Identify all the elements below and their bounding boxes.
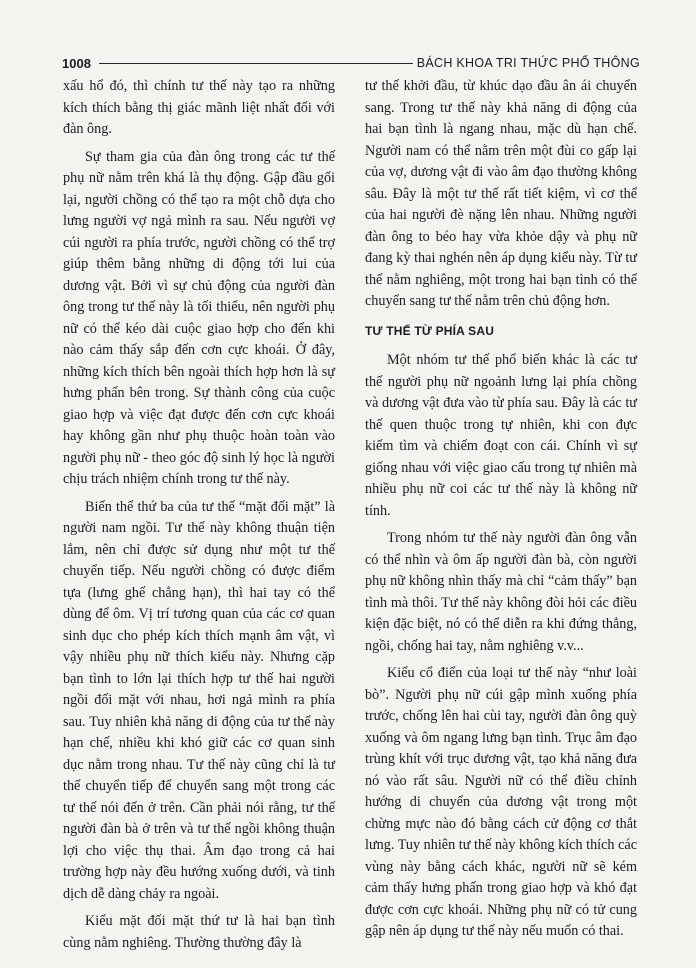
page-header [62,52,640,74]
paragraph: Kiểu mặt đối mặt thứ tư là hai bạn tình cùng nằm nghiêng. Thường thường đây là [63,913,335,951]
paragraph: Sự tham gia của đàn ông trong các tư thế phụ nữ nằm trên khá là thụ động. Gập đầu gối lại, người chồng có thể tạo ra một chỗ dựa cho lưng người vợ ngả mình ra sau. Nếu người vợ cúi người ra phía trước, người chồng có thể trợ giúp thêm bằng những di động tới lui của dương vật. Bởi vì sự chủ động của người đàn ông trong tư thế này là tối thiểu, nên người phụ nữ có thể kéo dài cuộc giao hợp cho đến khi nào cảm thấy sắp đến cơn cực khoái. Ở đây, những kích thích bên ngoài thích hợp hơn là sự hưng phấn bên trong. Sự thành công của cuộc giao hợp và việc đạt được đến cơn cực khoái hay không gần như phụ thuộc hoàn toàn vào người phụ nữ - theo góc độ sinh lý học là người chịu trách nhiệm chính trong tư thế này. [63,148,335,487]
right-column [365,76,637,949]
paragraph: Một nhóm tư thế phổ biến khác là các tư thế người phụ nữ ngoảnh lưng lại phía chồng và dương vật đưa vào từ phía sau. Đây là các tư thế quen thuộc trong tự nhiên, khi con đực kiếm tìm và chiếm đoạt con cái. Chính vì sự giống nhau với việc giao cấu trong tự nhiên mà nhiều phụ nữ coi các tư thế này là không nữ tính. [365,352,637,519]
paragraph: Biến thể thứ ba của tư thế “mặt đối mặt” là người nam ngồi. Tư thế này không thuận tiện lắm, nên chỉ được sử dụng như một tư thế chuyển tiếp. Nếu người chồng có được điểm tựa (lưng ghế chẳng hạn), thì hai tay có thể dùng để ôm. Vị trí tương quan của các cơ quan sinh dục cho phép kích thích mạnh âm vật, vì vậy nhiều phụ nữ thích kiểu này. Nhưng cặp bạn tình to lớn lại thích hợp tư thế hai người ngồi đối mặt với nhau, hơi ngả mình ra phía sau. Tuy nhiên khả năng di động của tư thế này hạn chế, nhiều khi khó giữ các cơ quan sinh dục nằm trong nhau. Tư thế này cũng chỉ là tư thế chuyển tiếp để chuyển sang một trong các tư thế nói đến ở trên. Cần phải nói rằng, tư thế người đàn bà ở trên và tư thế ngồi không thuận lợi cho việc thụ thai. Âm đạo trong cả hai trường hợp này đều hướng xuống dưới, và tinh dịch dễ dàng chảy ra ngoài. [63,498,335,902]
paragraph: Kiểu cổ điển của loại tư thế này “như loài bò”. Người phụ nữ cúi gập mình xuống phía trước, chống lên hai cùi tay, người đàn ông quỳ xuống và ôm ngang lưng bạn tình. Trục âm đạo trùng khít với trục dương vật, tạo khả năng đưa nó vào rất sâu. Người nữ có thể điều chỉnh hướng di chuyển của dương vật trong một chừng mực nào đó bằng cách cử động cơ thắt lưng. Tuy nhiên tư thế này không kích thích các vùng này bằng cách khác, người nữ sẽ kém cảm thấy hưng phấn trong giao hợp và khó đạt được cơn cực khoái. Những phụ nữ có tử cung gập nên áp dụng tư thế này nếu muốn có thai. [365,665,637,939]
page-number: 1008 [62,55,91,71]
paragraph: Trong nhóm tư thế này người đàn ông vẫn có thể nhìn và ôm ấp người đàn bà, còn người phụ nữ không nhìn thấy mà chỉ “cảm thấy” bạn tình mà thôi. Tư thế này không đòi hỏi các điều kiện đặc biệt, nó có thể diễn ra khi đứng thẳng, ngồi, chống hai tay, nằm nghiêng v.v... [365,530,637,654]
section-heading: TƯ THẾ TỪ PHÍA SAU [365,323,495,338]
paragraph: tư thế khởi đầu, từ khúc dạo đầu ân ái chuyển sang. Trong tư thế này khả năng di động của hai bạn tình là ngang nhau, mặc dù hạn chế. Người nam có thể nằm trên một đùi co gấp lại của vợ, dương vật đi vào âm đạo thường không sâu. Đây là một tư thế rất tiết kiệm, vì cơ thể của hai người đè nặng lên nhau. Những người đàn ông to béo hay vừa khỏe dậy và phụ nữ đang kỳ thai nghén nên áp dụng kiểu này. Từ tư thế nằm nghiêng, một trong hai bạn tình có thể chuyển sang tư thế nằm trên chủ động hơn. [365,78,637,309]
paragraph: xấu hổ đó, thì chính tư thế này tạo ra những kích thích bằng thị giác mãnh liệt nhất đối với đàn ông. [63,78,335,137]
left-column [63,76,335,960]
header-rule [99,63,413,64]
running-title: BÁCH KHOA TRI THỨC PHỔ THÔNG [416,56,640,70]
